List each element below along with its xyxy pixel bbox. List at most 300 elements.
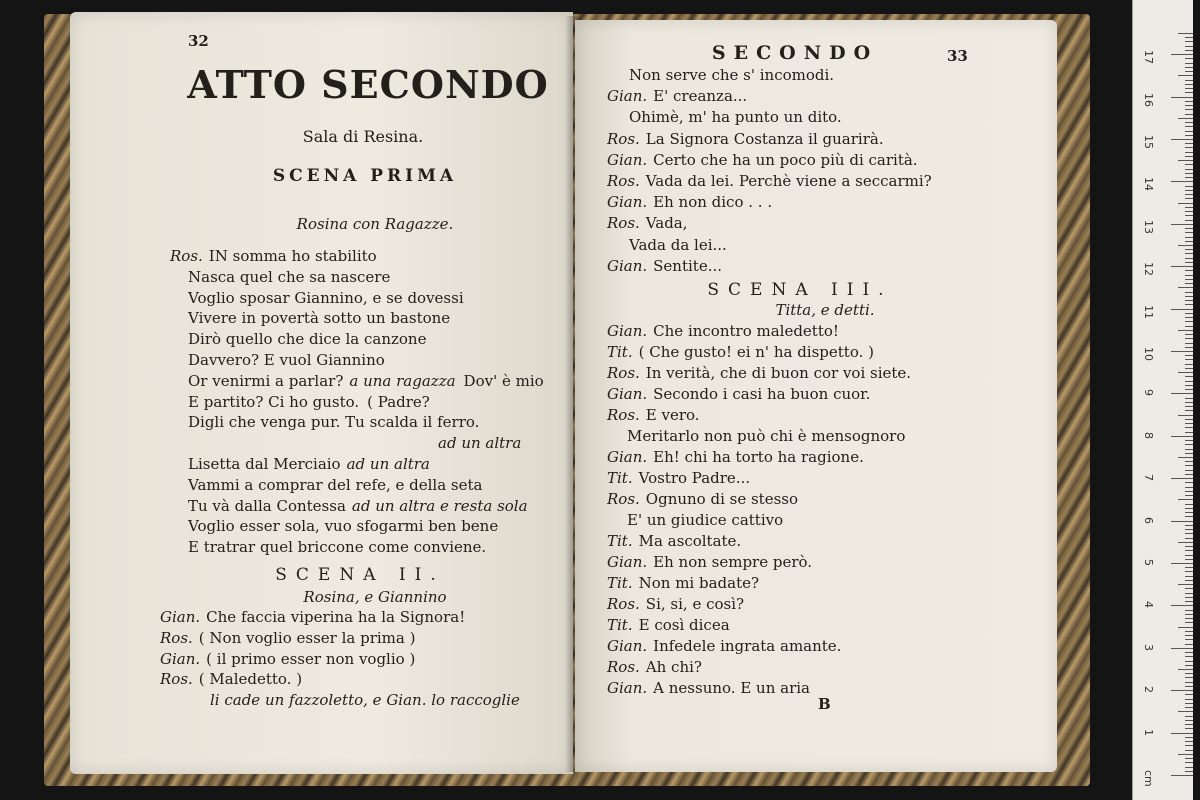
ruler-tick	[1178, 245, 1193, 246]
ruler-tick	[1185, 465, 1193, 466]
verse-text: Che faccia viperina ha la Signora!	[206, 608, 466, 626]
scene-1-characters: Rosina con Ragazze.	[296, 215, 454, 233]
text-line	[629, 65, 834, 85]
text-line	[188, 392, 430, 412]
ruler-tick	[1185, 703, 1193, 704]
ruler-tick	[1178, 203, 1193, 204]
ruler-tick	[1185, 398, 1193, 399]
ruler-tick	[1185, 215, 1193, 216]
text-line	[607, 86, 747, 106]
ruler-tick	[1185, 580, 1193, 581]
ruler-tick	[1185, 389, 1193, 390]
ruler-tick	[1185, 741, 1193, 742]
ruler-tick	[1185, 122, 1193, 123]
ruler-tick	[1185, 338, 1193, 339]
ruler-tick	[1185, 635, 1193, 636]
ruler-tick	[1185, 84, 1193, 85]
verse-text: ( Maledetto. )	[198, 670, 303, 689]
verse-text: Vada,	[645, 214, 688, 233]
ruler-tick	[1185, 576, 1193, 577]
ruler-tick	[1185, 767, 1193, 768]
ruler-tick	[1185, 207, 1193, 208]
ruler-tick	[1178, 330, 1193, 331]
ruler-label: 6	[1142, 516, 1155, 524]
speaker-label: Tit.	[607, 532, 633, 550]
ruler-tick	[1185, 313, 1193, 314]
ruler-tick	[1185, 661, 1193, 662]
verse-text: Nasca quel che sa nascere	[188, 267, 391, 286]
stage-direction: ad un altra e resta sola	[351, 496, 528, 515]
verse-text: E' un giudice cattivo	[627, 511, 784, 529]
speaker-label: Gian.	[160, 649, 201, 668]
speaker-label: Ros.	[607, 658, 640, 676]
ruler-tick	[1185, 491, 1193, 492]
ruler-tick	[1185, 88, 1193, 89]
ruler-tick	[1185, 381, 1193, 382]
verse-text: Digli che venga pur. Tu scalda il ferro.	[188, 413, 480, 432]
ruler-label: 2	[1142, 686, 1155, 694]
ruler-tick	[1185, 419, 1193, 420]
ruler-tick	[1185, 529, 1193, 530]
page-number-left: 32	[188, 32, 209, 50]
speaker-label: Gian.	[607, 322, 648, 340]
text-line	[188, 371, 544, 391]
ruler-label: 15	[1142, 135, 1155, 149]
ruler-tick	[1185, 724, 1193, 725]
speaker-label: Gian.	[607, 679, 648, 697]
ruler-tick	[1185, 622, 1193, 623]
speaker-label: Ros.	[170, 247, 203, 265]
scene-3-characters: Titta, e detti.	[775, 301, 875, 319]
ruler-tick	[1185, 406, 1193, 407]
ruler-tick	[1185, 147, 1193, 148]
stage-direction: ad un altra	[438, 434, 522, 453]
ruler-tick	[1185, 385, 1193, 386]
ruler-tick	[1185, 359, 1193, 360]
verse-text: Non mi badate?	[638, 574, 760, 592]
ruler-tick	[1185, 588, 1193, 589]
ruler-tick	[1185, 699, 1193, 700]
ruler-tick	[1185, 152, 1193, 153]
ruler-tick	[1178, 711, 1193, 712]
right-page	[575, 20, 1057, 772]
speaker-label: Ros.	[607, 595, 640, 613]
speaker-label: Gian.	[607, 150, 648, 169]
ruler-tick	[1171, 139, 1193, 140]
verse-text: Voglio esser sola, vuo sfogarmi ben bene	[188, 517, 499, 536]
ruler-tick	[1185, 270, 1193, 271]
text-line	[607, 636, 841, 656]
ruler-tick	[1185, 101, 1193, 102]
ruler-tick	[1185, 427, 1193, 428]
ruler-label: 5	[1142, 559, 1155, 566]
ruler-label: 12	[1142, 262, 1155, 277]
ruler-tick	[1171, 733, 1193, 734]
ruler-label: 10	[1142, 347, 1155, 361]
ruler-tick	[1185, 156, 1193, 157]
ruler-tick	[1185, 80, 1193, 81]
ruler-tick	[1178, 754, 1193, 755]
ruler-label: 7	[1142, 474, 1155, 482]
ruler-tick	[1185, 376, 1193, 377]
text-line	[607, 552, 812, 572]
ruler-tick	[1185, 533, 1193, 534]
ruler-label: 9	[1142, 389, 1155, 397]
text-line	[607, 531, 741, 551]
ruler-tick	[1185, 677, 1193, 678]
ruler-tick	[1185, 593, 1193, 594]
ruler-tick	[1185, 92, 1193, 93]
verse-text: Infedele ingrata amante.	[653, 637, 842, 655]
verse-text: Davvero? E vuol Giannino	[188, 351, 385, 369]
ruler-tick	[1185, 126, 1193, 127]
text-line	[627, 510, 783, 530]
text-line	[607, 405, 700, 425]
text-line	[629, 235, 727, 255]
ruler-tick	[1185, 555, 1193, 556]
ruler-tick	[1185, 504, 1193, 505]
speaker-label: Ros.	[160, 670, 193, 689]
ruler-tick	[1178, 457, 1193, 458]
ruler-tick	[1185, 402, 1193, 403]
text-line	[607, 468, 750, 488]
speaker-label: Gian.	[607, 87, 648, 106]
ruler-tick	[1178, 627, 1193, 628]
ruler-tick	[1185, 610, 1193, 611]
ruler-tick	[1171, 309, 1193, 310]
ruler-tick	[1185, 440, 1193, 441]
text-line	[160, 669, 302, 689]
verse-text: Vada da lei...	[629, 235, 727, 254]
ruler-tick	[1185, 258, 1193, 259]
ruler-tick	[1185, 453, 1193, 454]
ruler-tick	[1185, 423, 1193, 424]
speaker-label: Gian.	[607, 448, 648, 466]
verse-text-continued: Dov' è mio	[463, 371, 544, 390]
ruler-tick	[1185, 46, 1193, 47]
ruler-tick	[1185, 228, 1193, 229]
text-line	[607, 256, 722, 276]
text-line	[607, 573, 759, 593]
speaker-label: Ros.	[160, 628, 193, 647]
ruler-tick	[1185, 737, 1193, 738]
ruler-tick	[1185, 550, 1193, 551]
ruler-tick	[1171, 224, 1193, 225]
verse-text: Ognuno di se stesso	[645, 490, 799, 508]
speaker-label: Ros.	[607, 364, 640, 382]
ruler-label: 13	[1142, 219, 1155, 234]
verse-text: Vivere in povertà sotto un bastone	[188, 309, 451, 328]
ruler-tick	[1185, 487, 1193, 488]
ruler-tick	[1185, 67, 1193, 68]
text-line	[160, 628, 415, 648]
speaker-label: Gian.	[607, 553, 648, 571]
ruler-tick	[1185, 164, 1193, 165]
ruler-tick	[1185, 105, 1193, 106]
text-line	[607, 171, 932, 191]
ruler-tick	[1185, 317, 1193, 318]
ruler-tick	[1185, 745, 1193, 746]
ruler-tick	[1171, 181, 1193, 182]
ruler-tick	[1185, 109, 1193, 110]
text-line	[188, 475, 482, 495]
text-line	[607, 447, 864, 467]
ruler-tick	[1185, 525, 1193, 526]
verse-text: Vada da lei. Perchè viene a seccarmi?	[645, 172, 932, 190]
text-line	[607, 489, 798, 509]
verse-text: Eh non sempre però.	[653, 553, 813, 571]
verse-text: ( Non voglio esser la prima )	[198, 628, 416, 647]
scene-2-heading: SCENA II.	[275, 565, 445, 585]
speaker-label: Gian.	[607, 193, 648, 212]
ruler-tick	[1185, 143, 1193, 144]
ruler-tick	[1185, 673, 1193, 674]
ruler-tick	[1178, 669, 1193, 670]
ruler-tick	[1185, 279, 1193, 280]
ruler-tick	[1185, 198, 1193, 199]
ruler-tick	[1185, 631, 1193, 632]
measuring-ruler	[1132, 0, 1193, 800]
verse-text: Non serve che s' incomodi.	[629, 66, 835, 84]
scene-1-heading: SCENA PRIMA	[272, 166, 458, 186]
text-line	[188, 516, 498, 536]
ruler-tick	[1185, 355, 1193, 356]
verse-text: Lisetta dal Merciaio	[188, 455, 341, 473]
ruler-tick	[1185, 571, 1193, 572]
verse-text: E vero.	[645, 406, 700, 424]
ruler-tick	[1171, 266, 1193, 267]
ruler-tick	[1171, 97, 1193, 98]
verse-text: Ah chi?	[645, 658, 702, 676]
verse-text: Certo che ha un poco più di carità.	[653, 150, 918, 169]
ruler-tick	[1185, 131, 1193, 132]
text-line	[607, 363, 911, 383]
speaker-label: Ros.	[607, 129, 640, 148]
verse-text: Or venirmi a parlar?	[188, 371, 344, 390]
ruler-tick	[1185, 249, 1193, 250]
ruler-tick	[1185, 546, 1193, 547]
ruler-tick	[1185, 58, 1193, 59]
ruler-tick	[1185, 538, 1193, 539]
text-line	[607, 342, 874, 362]
ruler-tick	[1185, 682, 1193, 683]
verse-text: Ma ascoltate.	[638, 532, 742, 550]
verse-text: ( il primo esser non voglio )	[206, 649, 416, 668]
verse-text: Eh non dico . . .	[653, 193, 773, 212]
speaker-label: Gian.	[160, 608, 201, 626]
text-line	[160, 607, 465, 627]
ruler-tick	[1171, 436, 1193, 437]
speaker-label: Ros.	[607, 172, 640, 190]
speaker-label: Gian.	[607, 256, 648, 275]
text-line	[160, 649, 415, 669]
ruler-tick	[1185, 686, 1193, 687]
ruler-tick	[1185, 41, 1193, 42]
ruler-tick	[1185, 262, 1193, 263]
ruler-tick	[1185, 114, 1193, 115]
verse-text: Si, si, e così?	[645, 595, 745, 613]
text-line	[607, 129, 884, 149]
verse-text: Vammi a comprar del refe, e della seta	[188, 475, 483, 494]
verse-text: Ohimè, m' ha punto un dito.	[629, 108, 842, 127]
ruler-tick	[1185, 292, 1193, 293]
verse-text: E tratrar quel briccone come conviene.	[188, 538, 487, 557]
ruler-tick	[1185, 283, 1193, 284]
ruler-tick	[1185, 410, 1193, 411]
ruler-tick	[1185, 169, 1193, 170]
text-line	[438, 433, 521, 453]
verse-text: A nessuno. E un aria	[653, 679, 810, 697]
left-page	[70, 12, 573, 774]
ruler-tick	[1185, 326, 1193, 327]
verse-text: La Signora Costanza il guarirà.	[645, 129, 884, 148]
ruler-label: 3	[1142, 643, 1155, 651]
verse-text: E' creanza...	[653, 87, 748, 106]
verse-text: IN somma ho stabilito	[208, 247, 377, 265]
ruler-tick	[1185, 618, 1193, 619]
ruler-label: 11	[1142, 304, 1155, 319]
ruler-tick	[1185, 50, 1193, 51]
ruler-tick	[1185, 482, 1193, 483]
ruler-label: 14	[1142, 177, 1155, 192]
verse-text: Vostro Padre...	[638, 469, 751, 487]
ruler-tick	[1171, 775, 1193, 776]
ruler-tick	[1185, 461, 1193, 462]
ruler-tick	[1185, 211, 1193, 212]
ruler-tick	[1178, 542, 1193, 543]
ruler-tick	[1185, 559, 1193, 560]
verse-text: E partito? Ci ho gusto.	[188, 392, 360, 411]
running-head: SECONDO	[711, 42, 879, 64]
ruler-label: 4	[1142, 601, 1155, 609]
text-line	[607, 594, 744, 614]
ruler-unit: cm	[1142, 770, 1155, 787]
ruler-tick	[1185, 644, 1193, 645]
ruler-tick	[1185, 762, 1193, 763]
ruler-tick	[1178, 118, 1193, 119]
verse-text: Tu và dalla Contessa	[188, 496, 346, 515]
ruler-tick	[1185, 656, 1193, 657]
ruler-tick	[1185, 495, 1193, 496]
speaker-label: Tit.	[607, 616, 633, 634]
ruler-tick	[1185, 334, 1193, 335]
text-line	[627, 426, 905, 446]
ruler-tick	[1185, 449, 1193, 450]
ruler-tick	[1185, 63, 1193, 64]
verse-text: ( Che gusto! ei n' ha dispetto. )	[638, 343, 874, 361]
ruler-tick	[1185, 300, 1193, 301]
ruler-tick	[1185, 728, 1193, 729]
ruler-tick	[1185, 639, 1193, 640]
ruler-tick	[1171, 563, 1193, 564]
ruler-tick	[1185, 304, 1193, 305]
text-line	[188, 350, 385, 370]
ruler-tick	[1185, 177, 1193, 178]
text-line	[188, 412, 479, 432]
stage-direction: li cade un fazzoletto, e Gian. lo raccoglie	[210, 691, 520, 710]
ruler-label: 17	[1142, 50, 1155, 65]
speaker-label: Gian.	[607, 637, 648, 655]
speaker-label: Ros.	[607, 214, 640, 233]
ruler-tick	[1178, 33, 1193, 34]
ruler-tick	[1171, 605, 1193, 606]
ruler-tick	[1171, 393, 1193, 394]
ruler-tick	[1185, 232, 1193, 233]
speaker-label: Tit.	[607, 574, 633, 592]
ruler-tick	[1185, 253, 1193, 254]
text-line	[607, 678, 810, 698]
speaker-label: Tit.	[607, 343, 633, 361]
text-line	[170, 246, 377, 266]
text-line	[607, 192, 772, 212]
ruler-label: 16	[1142, 92, 1155, 107]
ruler-label: 8	[1142, 431, 1155, 439]
text-line	[188, 288, 464, 308]
ruler-tick	[1185, 614, 1193, 615]
ruler-tick	[1171, 478, 1193, 479]
ruler-tick	[1178, 372, 1193, 373]
ruler-tick	[1171, 690, 1193, 691]
ruler-tick	[1171, 351, 1193, 352]
ruler-tick	[1185, 321, 1193, 322]
text-line	[607, 657, 702, 677]
ruler-tick	[1185, 343, 1193, 344]
ruler-tick	[1171, 648, 1193, 649]
verse-text: Dirò quello che dice la canzone	[188, 330, 427, 349]
ruler-tick	[1171, 54, 1193, 55]
ruler-tick	[1185, 241, 1193, 242]
ruler-tick	[1185, 220, 1193, 221]
text-line	[607, 615, 730, 635]
ruler-tick	[1185, 347, 1193, 348]
ruler-tick	[1185, 432, 1193, 433]
text-line	[188, 308, 450, 328]
ruler-tick	[1185, 665, 1193, 666]
ruler-tick	[1185, 194, 1193, 195]
ruler-tick	[1178, 415, 1193, 416]
ruler-tick	[1185, 190, 1193, 191]
ruler-tick	[1185, 186, 1193, 187]
ruler-tick	[1185, 567, 1193, 568]
ruler-tick	[1185, 364, 1193, 365]
setting-line: Sala di Resina.	[302, 127, 424, 146]
ruler-tick	[1185, 512, 1193, 513]
verse-text: Meritarlo non può chi è mensognoro	[627, 427, 906, 445]
ruler-tick	[1185, 750, 1193, 751]
text-line	[188, 267, 390, 287]
ruler-tick	[1185, 368, 1193, 369]
text-line	[607, 384, 870, 404]
page-number-right: 33	[947, 47, 968, 65]
text-line	[607, 213, 688, 233]
ruler-tick	[1185, 296, 1193, 297]
verse-text: In verità, che di buon cor voi siete.	[645, 364, 912, 382]
ruler-tick	[1185, 597, 1193, 598]
ruler-tick	[1185, 771, 1193, 772]
ruler-tick	[1185, 237, 1193, 238]
ruler-label: 1	[1142, 728, 1155, 736]
ruler-tick	[1185, 508, 1193, 509]
ruler-tick	[1185, 758, 1193, 759]
text-line	[188, 496, 528, 516]
ruler-tick	[1178, 287, 1193, 288]
speaker-label: Ros.	[607, 406, 640, 424]
speaker-label: Ros.	[607, 490, 640, 508]
verse-text: Sentite...	[653, 256, 723, 275]
speaker-label: Gian.	[607, 385, 648, 403]
ruler-tick	[1178, 75, 1193, 76]
ruler-tick	[1185, 474, 1193, 475]
